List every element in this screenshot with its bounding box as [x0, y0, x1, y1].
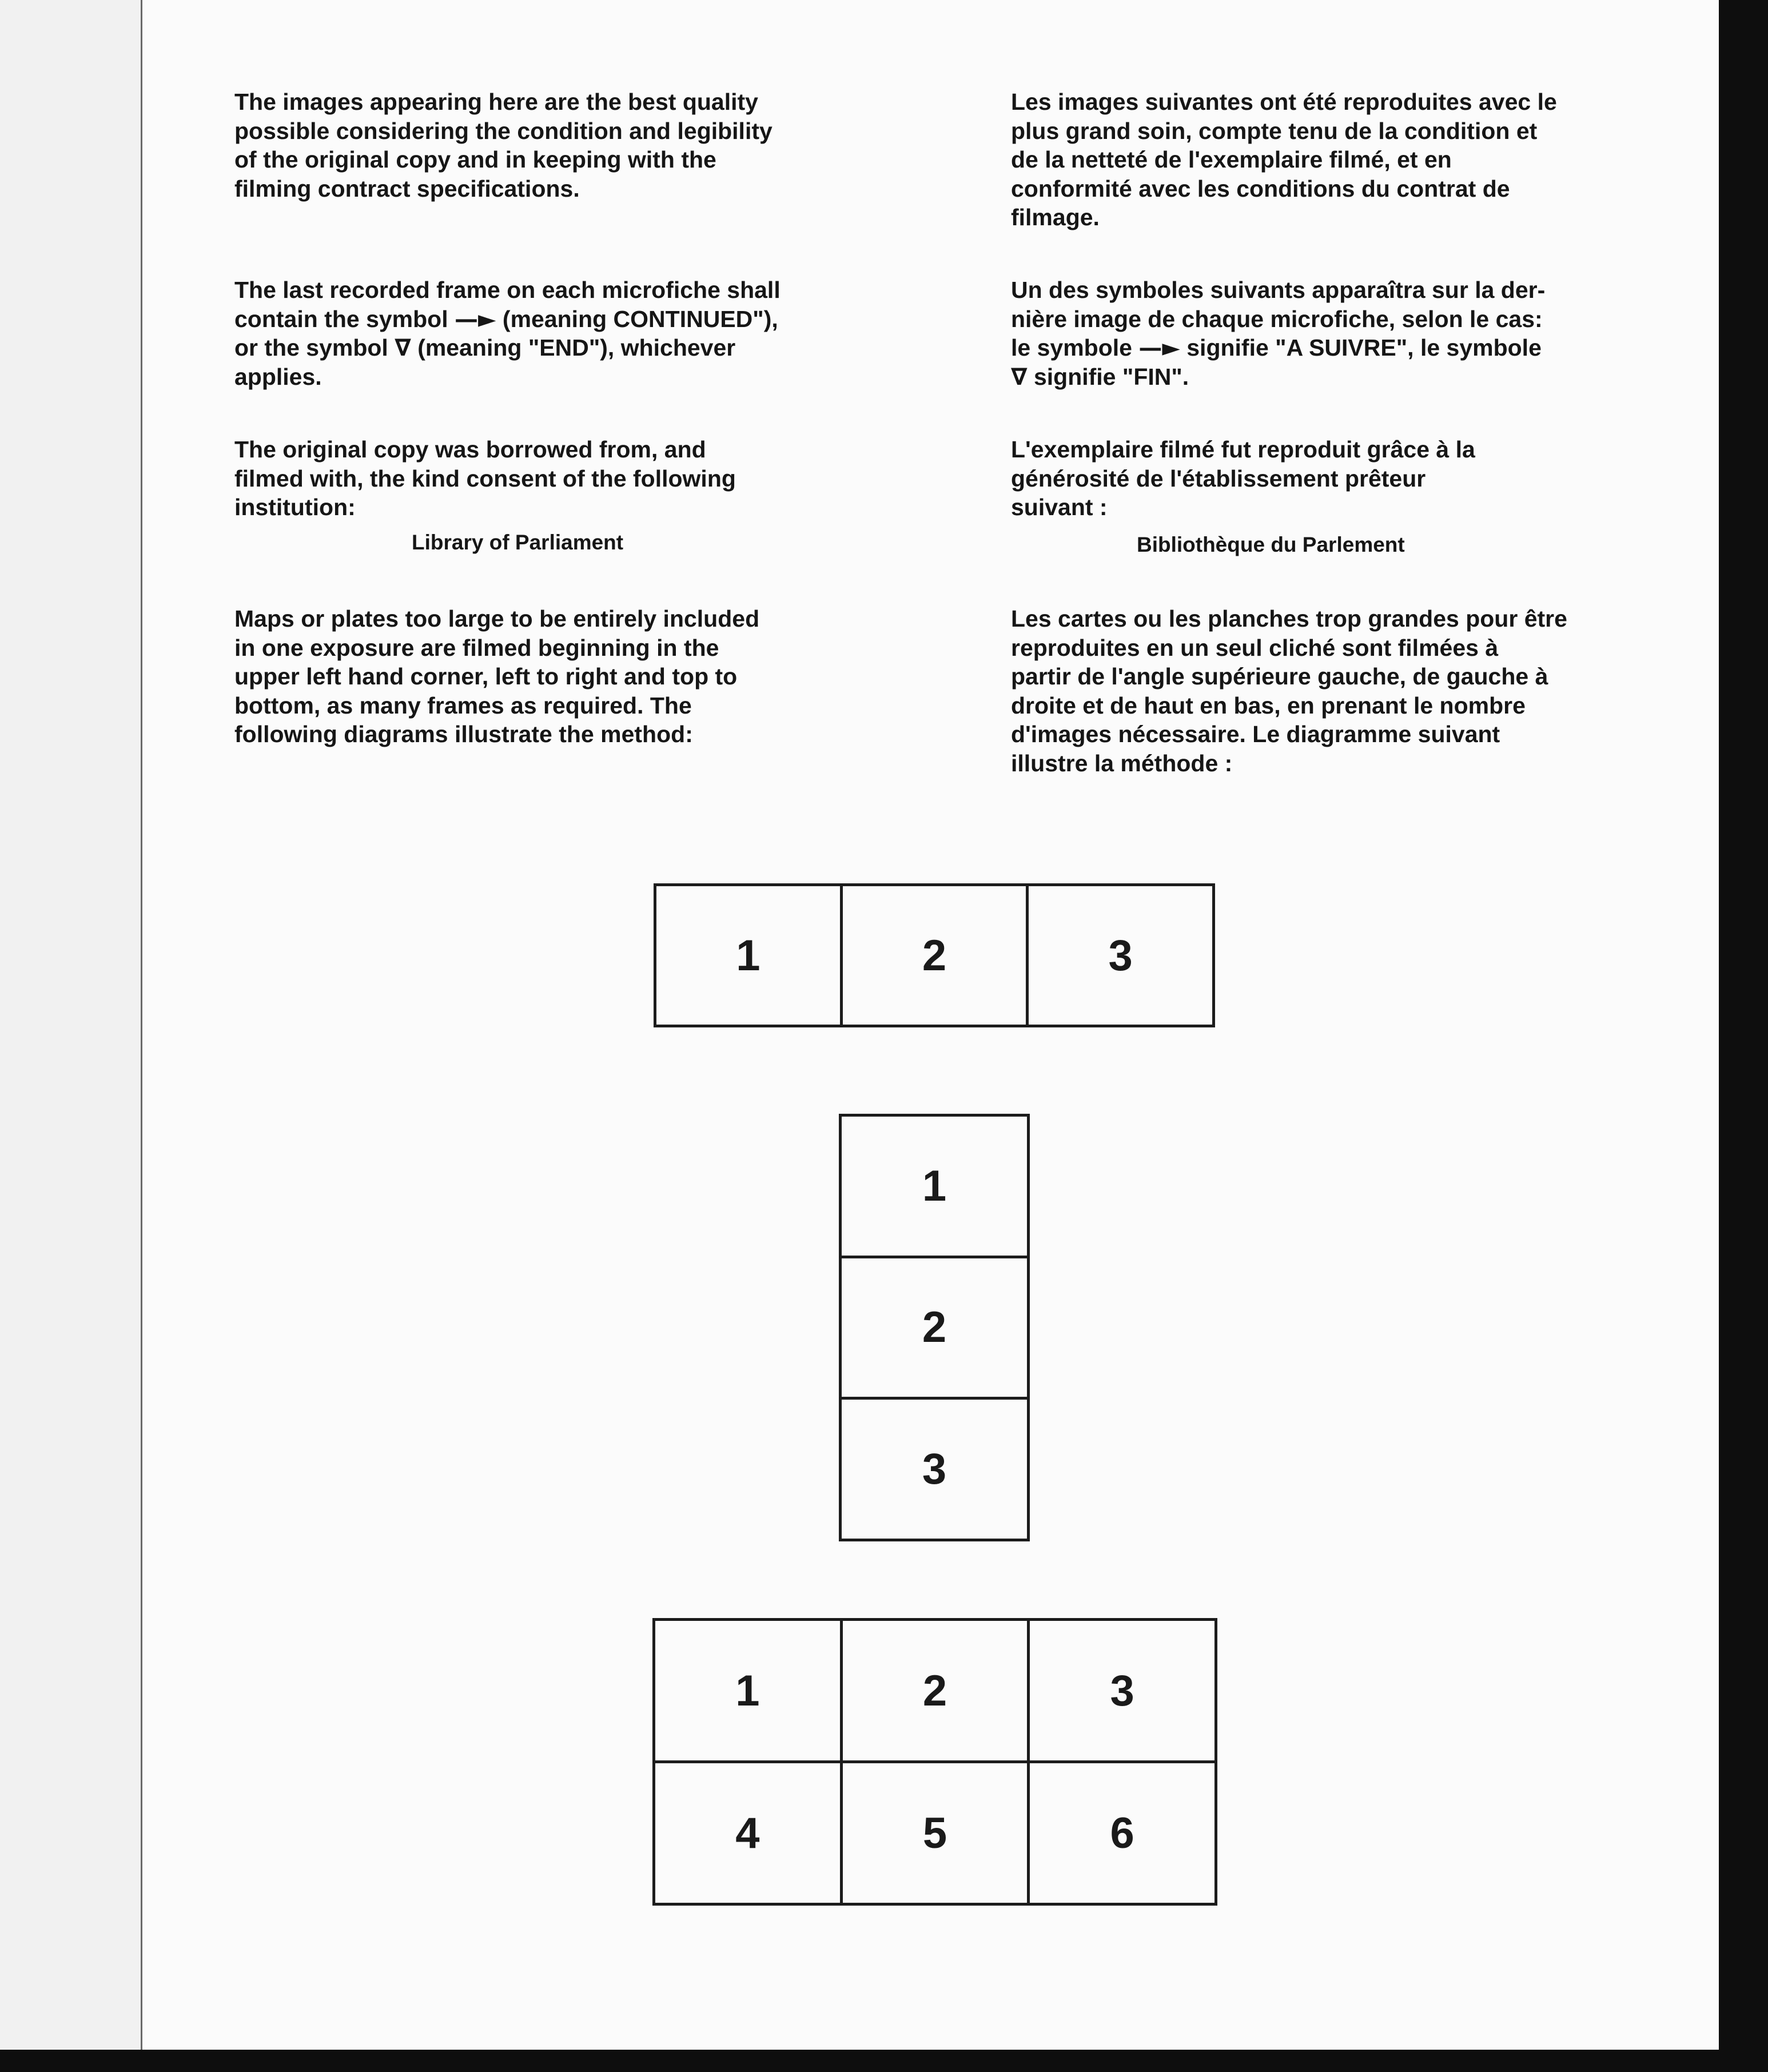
- symbol-notice-fr-line4b: signifie "FIN".: [1027, 363, 1189, 390]
- frame-cell: 2: [843, 886, 1026, 1025]
- diagram-grid: [652, 1618, 1217, 1906]
- bottom-film-border: [0, 2050, 1768, 2072]
- symbol-notice-en-line3a: or the symbol: [234, 334, 395, 361]
- symbol-notice-en-line3b: (meaning "END"), whichever: [411, 334, 736, 361]
- symbol-notice-en-line2b: (meaning CONTINUED"),: [496, 305, 778, 332]
- borrowed-notice-fr: L'exemplaire filmé fut reproduit grâce à la générosité de l'établissement prêteur suivant :: [1011, 436, 1475, 520]
- symbol-notice-fr: [1011, 276, 1669, 391]
- frame-cell: 5: [843, 1763, 1028, 1903]
- frame-cell: 3: [1029, 886, 1212, 1025]
- frame-cell: 1: [655, 1621, 840, 1760]
- end-triangle-icon-fr: ∇: [1011, 362, 1028, 391]
- maps-notice-en: Maps or plates too large to be entirely included in one exposure are filmed beginning in the upper left hand corner, left to right and top to bottom, as many frames as required. The following diagrams illustrate the method:: [234, 605, 760, 747]
- frame-cell: 3: [842, 1400, 1027, 1539]
- symbol-notice-en: [234, 276, 875, 391]
- symbol-notice-fr-line1: Un des symboles suivants apparaîtra sur la der-: [1011, 277, 1546, 303]
- left-margin-strip: [0, 0, 141, 2072]
- diagram-horizontal-strip: [654, 883, 1215, 1027]
- continued-arrow-icon: —►: [455, 305, 496, 333]
- borrowed-notice-en: The original copy was borrowed from, and filmed with, the kind consent of the following institution:: [234, 436, 736, 520]
- frame-cell: 6: [1030, 1763, 1214, 1903]
- institution-name-en: Library of Parliament: [412, 531, 624, 554]
- institution-name-fr: Bibliothèque du Parlement: [1137, 533, 1405, 556]
- frame-cell: 4: [655, 1763, 840, 1903]
- continued-arrow-icon-fr: —►: [1138, 334, 1180, 361]
- frame-cell: 2: [843, 1621, 1028, 1760]
- quality-notice-en: The images appearing here are the best quality possible considering the condition and legibility of the original copy and in keeping with the filming contract specifications.: [234, 89, 772, 202]
- right-film-border: [1719, 0, 1768, 2072]
- maps-notice-fr: Les cartes ou les planches trop grandes pour être reproduites en un seul cliché sont filmées à partir de l'angle supérieure gauche, de gauche à droite et de haut en bas, en prenant le nombre d'images nécessaire. Le diagramme suivant illustre la méthode :: [1011, 605, 1567, 776]
- symbol-notice-en-line4: applies.: [234, 363, 322, 390]
- frame-cell: 3: [1030, 1621, 1214, 1760]
- end-triangle-icon: ∇: [395, 334, 411, 361]
- quality-notice-fr: Les images suivantes ont été reproduites avec le plus grand soin, compte tenu de la condition et de la netteté de l'exemplaire filmé, et en conformité avec les conditions du contrat de filmage.: [1011, 89, 1557, 230]
- frame-cell: 2: [842, 1258, 1027, 1397]
- symbol-notice-fr-line3a: le symbole: [1011, 334, 1139, 361]
- symbol-notice-en-line1: The last recorded frame on each microfiche shall: [234, 277, 781, 303]
- frame-cell: 1: [656, 886, 840, 1025]
- symbol-notice-en-line2a: contain the symbol: [234, 305, 455, 332]
- symbol-notice-fr-line2: nière image de chaque microfiche, selon le cas:: [1011, 305, 1543, 332]
- symbol-notice-fr-line3b: signifie "A SUIVRE", le symbole: [1180, 334, 1542, 361]
- diagram-vertical-strip: [839, 1114, 1030, 1541]
- frame-cell: 1: [842, 1117, 1027, 1256]
- left-edge-rule: [141, 0, 142, 2072]
